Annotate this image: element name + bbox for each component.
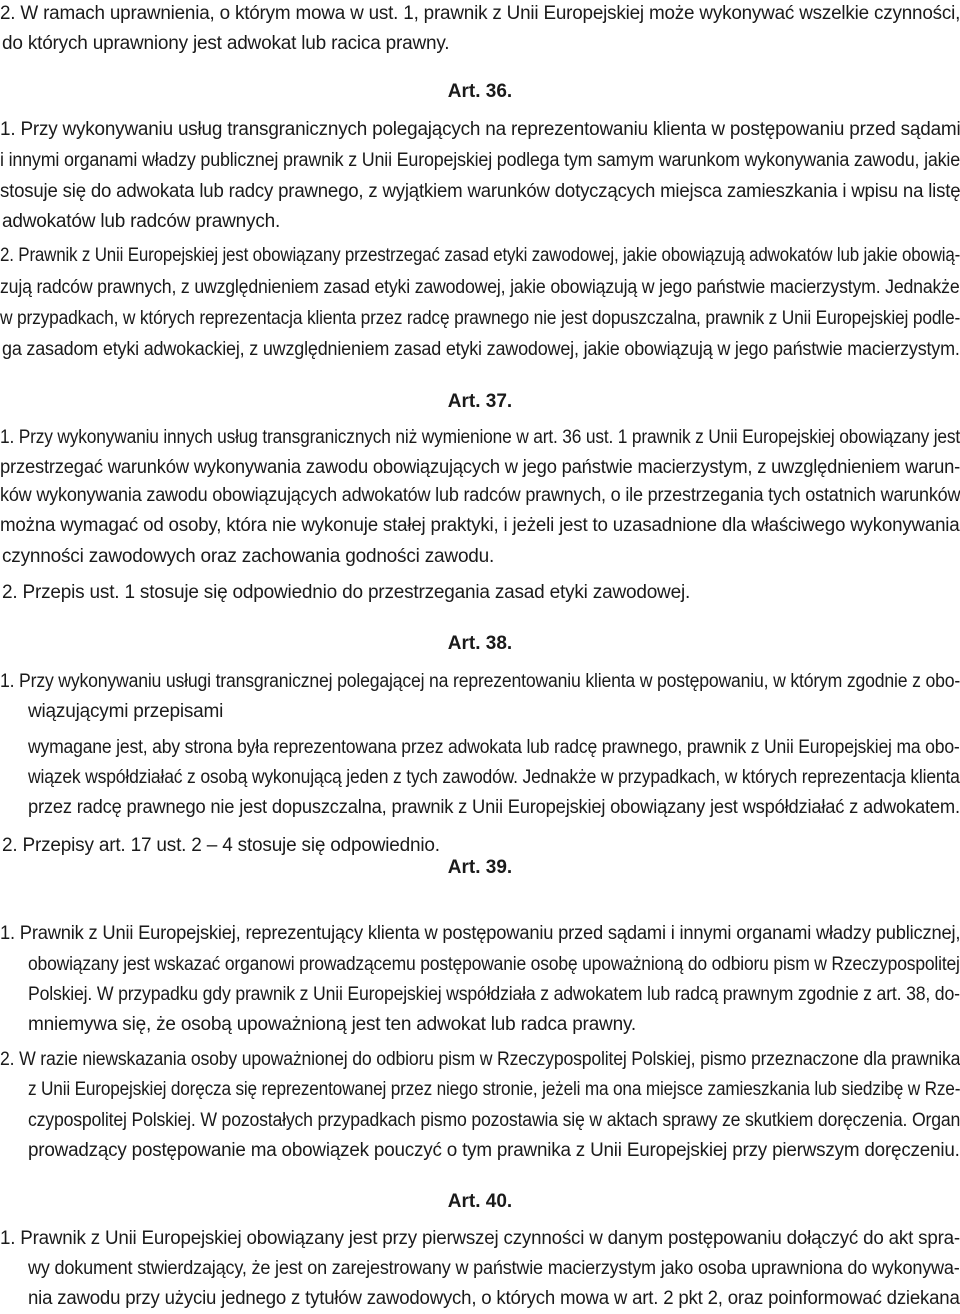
text-line: 1. Prawnik z Unii Europejskiej, reprezentujący klienta w postępowaniu przed sądami i innymi organami władzy publicznej, (0, 923, 960, 944)
text-line: mniemywa się, że osobą upoważnioną jest ten adwokat lub radca prawny. (28, 1014, 636, 1035)
text-line: obowiązany jest wskazać organowi prowadzącemu postępowanie osobę upoważnioną do odbioru pism w Rzeczypospolitej (28, 954, 960, 975)
text-line: i innymi organami władzy publicznej prawnik z Unii Europejskiej podlega tym samym warunkom wykonywania zawodu, jakie (0, 150, 960, 171)
text-line: 1. Przy wykonywaniu innych usług transgranicznych niż wymienione w art. 36 ust. 1 prawnik z Unii Europejskiej obowiązany jest (0, 427, 960, 448)
text-line: 2. W ramach uprawnienia, o którym mowa w ust. 1, prawnik z Unii Europejskiej może wykonywać wszelkie czynności, (0, 3, 960, 24)
text-line: 1. Prawnik z Unii Europejskiej obowiązany jest przy pierwszej czynności w danym postępowaniu dołączyć do akt spra- (0, 1228, 960, 1249)
text-line: wiązującymi przepisami (28, 701, 224, 722)
text-line: 2. Przepisy art. 17 ust. 2 – 4 stosuje się odpowiednio. (2, 835, 440, 856)
text-line: do których uprawniony jest adwokat lub racica prawny. (2, 33, 450, 54)
text-line: zują radców prawnych, z uwzględnieniem zasad etyki zawodowej, jakie obowiązują w jego państwie macierzystym. Jednakże (0, 277, 960, 298)
text-line: czynności zawodowych oraz zachowania godności zawodu. (2, 546, 495, 567)
article-heading-39: Art. 39. (447, 857, 513, 878)
text-line: czypospolitej Polskiej. W pozostałych przypadkach pismo pozostawia się w aktach sprawy ze skutkiem doręczenia. Organ (28, 1110, 960, 1131)
text-line: wymagane jest, aby strona była reprezentowana przez adwokata lub radcę prawnego, prawnik z Unii Europejskiej ma obo- (28, 737, 960, 758)
text-line: 2. W razie niewskazania osoby upoważnionej do odbioru pism w Rzeczypospolitej Polskiej, pismo przeznaczone dla prawnika (0, 1049, 960, 1070)
text-line: w przypadkach, w których reprezentacja klienta przez radcę prawnego nie jest dopuszczalna, prawnik z Unii Europejskiej podle- (0, 308, 960, 329)
text-line: adwokatów lub radców prawnych. (2, 211, 281, 232)
text-line: nia zawodu przy użyciu jednego z tytułów zawodowych, o których mowa w art. 2 pkt 2, oraz poinformować dziekana (28, 1288, 960, 1309)
article-heading-38: Art. 38. (447, 633, 513, 654)
text-line: prowadzący postępowanie ma obowiązek pouczyć o tym prawnika z Unii Europejskiej przy pierwszym doręczeniu. (28, 1140, 960, 1161)
text-line: Polskiej. W przypadku gdy prawnik z Unii Europejskiej współdziała z adwokatem lub radcą prawnym zgodnie z art. 38, do- (28, 984, 960, 1005)
text-line: z Unii Europejskiej doręcza się reprezentowanej przez niego stronie, jeżeli ma ona miejsce zamieszkania lub siedzibę w Rze- (28, 1079, 960, 1100)
article-heading-40: Art. 40. (447, 1191, 513, 1212)
text-line: wiązek współdziałać z osobą wykonującą jeden z tych zawodów. Jednakże w przypadkach, w których reprezentacja klienta (28, 767, 960, 788)
text-line: 2. Prawnik z Unii Europejskiej jest obowiązany przestrzegać zasad etyki zawodowej, jakie obowiązują adwokatów lub jakie obowią- (0, 245, 960, 266)
text-line: wy dokument stwierdzający, że jest on zarejestrowany w państwie macierzystym jako osoba uprawniona do wykonywa- (28, 1258, 960, 1279)
text-line: przez radcę prawnego nie jest dopuszczalna, prawnik z Unii Europejskiej obowiązany jest współdziałać z adwokatem. (28, 797, 960, 818)
text-line: ków wykonywania zawodu obowiązujących adwokatów lub radców prawnych, o ile przestrzegania tych ostatnich warunków (0, 485, 960, 506)
text-line: ga zasadom etyki adwokackiej, z uwzględnieniem zasad etyki zawodowej, jakie obowiązują w jego państwie macierzystym. (2, 339, 960, 360)
article-heading-36: Art. 36. (447, 81, 513, 102)
text-line: 1. Przy wykonywaniu usług transgranicznych polegających na reprezentowaniu klienta w postępowaniu przed sądami (0, 119, 960, 140)
text-line: przestrzegać warunków wykonywania zawodu obowiązujących w jego państwie macierzystym, z uwzględnieniem warun- (0, 457, 960, 478)
text-line: 2. Przepis ust. 1 stosuje się odpowiednio do przestrzegania zasad etyki zawodowej. (2, 582, 691, 603)
text-line: stosuje się do adwokata lub radcy prawnego, z wyjątkiem warunków dotyczących miejsca zamieszkania i wpisu na listę (0, 181, 960, 202)
text-line: 1. Przy wykonywaniu usługi transgranicznej polegającej na reprezentowaniu klienta w postępowaniu, w którym zgodnie z obo- (0, 671, 960, 692)
article-heading-37: Art. 37. (447, 391, 513, 412)
text-line: można wymagać od osoby, która nie wykonuje stałej praktyki, i jeżeli jest to uzasadnione dla właściwego wykonywania (0, 515, 960, 536)
